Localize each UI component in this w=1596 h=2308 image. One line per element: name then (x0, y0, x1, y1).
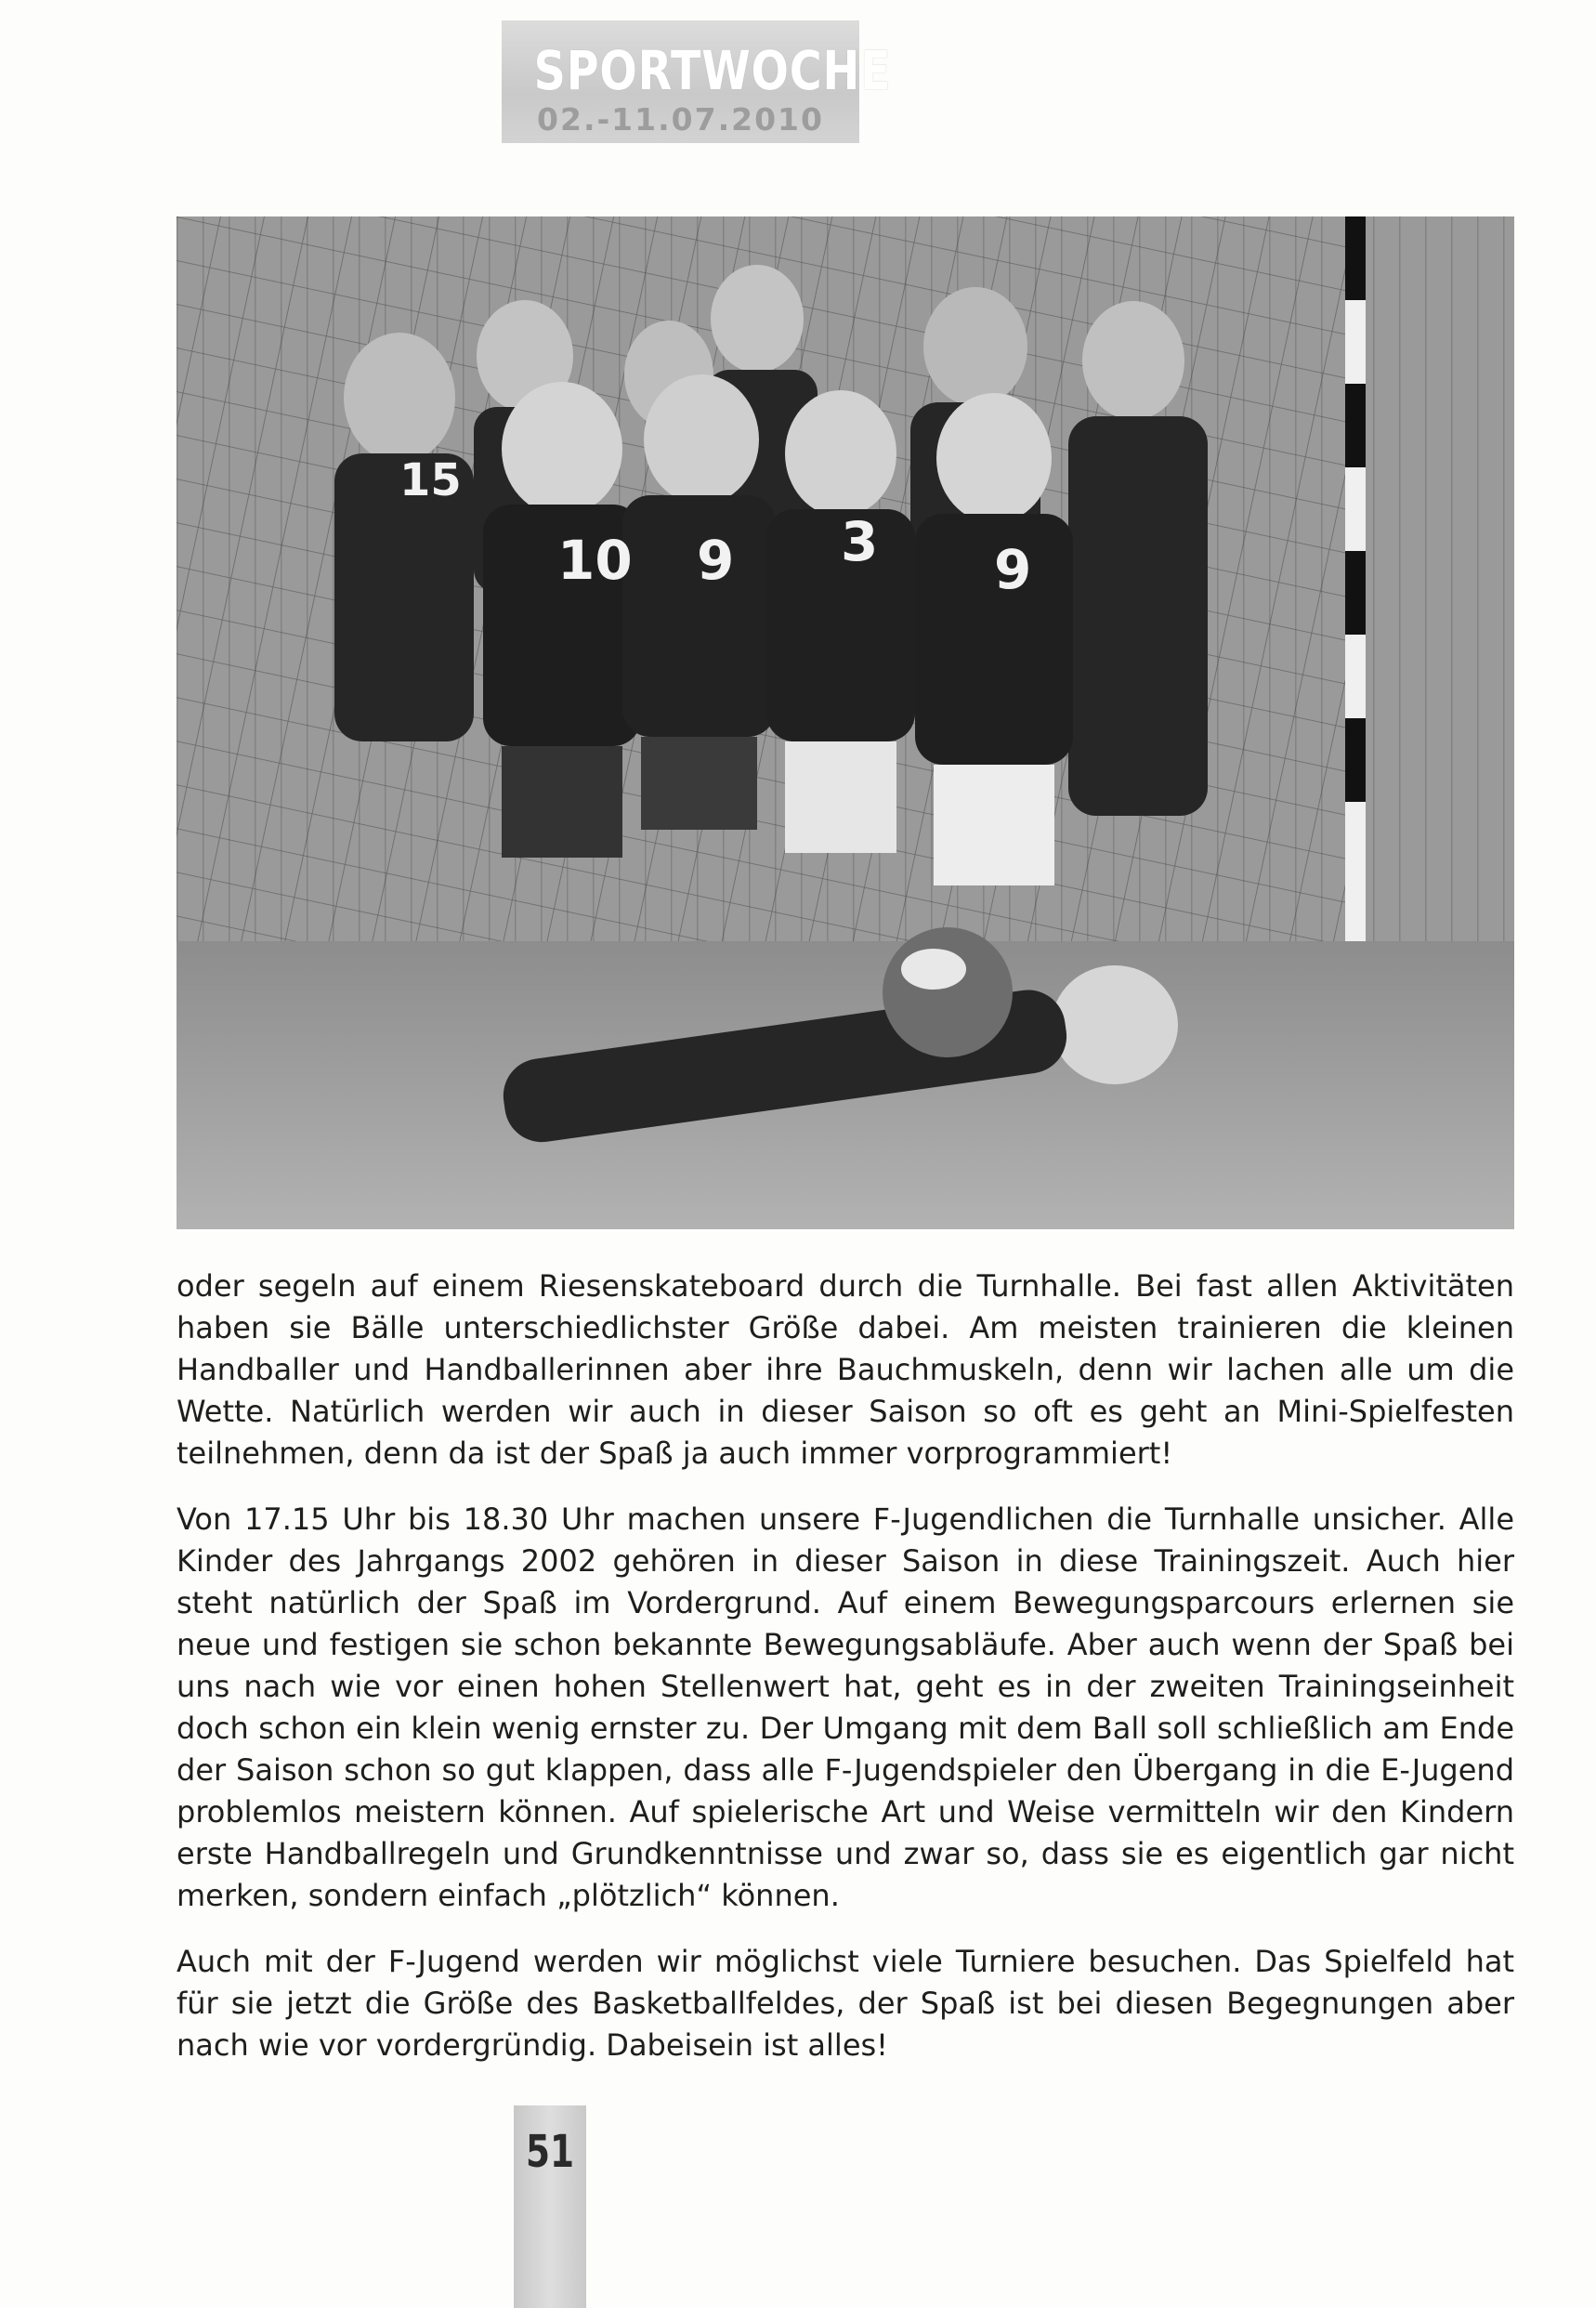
header-badge (502, 20, 892, 143)
paragraph: oder segeln auf einem Riesenskateboard durch die Turnhalle. Bei fast allen Aktivitäten haben sie Bälle unterschiedlichster Größe dabei. Am meisten trainieren die kleinen Handballer und Handballerinnen aber ihre Bauchmuskeln, denn wir lachen alle um die Wette. Natürlich werden wir auch in dieser Saison so oft es geht an Mini-Spielfesten teilnehmen, denn da ist der Spaß ja auch immer vorprogrammiert! (177, 1268, 1514, 1471)
paragraph: Von 17.15 Uhr bis 18.30 Uhr machen unsere F-Jugendlichen die Turnhalle unsicher. Alle Kinder des Jahrgangs 2002 gehören in dieser Saison in diese Trainingszeit. Auch hier steht natürlich der Spaß im Vordergrund. Auf einem Bewegungsparcours erlernen sie neue und festigen sie schon bekannte Bewegungsabläufe. Aber auch wenn der Spaß bei uns nach wie vor einen hohen Stellenwert hat, geht es in der zweiten Trainingseinheit doch schon ein klein wenig ernster zu. Der Umgang mit dem Ball soll schließlich am Ende der Saison schon so gut klappen, dass alle F-Jugendspieler den Übergang in die E-Jugend problemlos meistern können. Auf spielerische Art und Weise vermitteln wir den Kindern erste Handballregeln und Grundkenntnisse und zwar so, dass sie es eigentlich gar nicht merken, sondern einfach „plötzlich“ können. (177, 1502, 1514, 1913)
jersey-number: 9 (697, 529, 735, 592)
header-title: SPORTWOCHE (533, 39, 892, 102)
jersey-number: 10 (557, 529, 633, 592)
page-number-tab (514, 2105, 586, 2308)
goal-post (1345, 216, 1366, 941)
page-number: 51 (525, 2126, 575, 2178)
article-body (177, 1265, 1514, 2091)
jersey-number: 9 (994, 538, 1032, 601)
jersey-number: 3 (841, 510, 879, 573)
handball (883, 927, 1013, 1057)
team-photo (177, 216, 1514, 1229)
paragraph: Auch mit der F-Jugend werden wir möglichst viele Turniere besuchen. Das Spielfeld hat für sie jetzt die Größe des Basketballfeldes, der Spaß ist bei diesen Begegnungen aber nach wie vor vordergründig. Dabeisein ist alles! (177, 1944, 1514, 2063)
jersey-number: 15 (399, 454, 462, 506)
header-date: 02.-11.07.2010 (537, 101, 824, 138)
